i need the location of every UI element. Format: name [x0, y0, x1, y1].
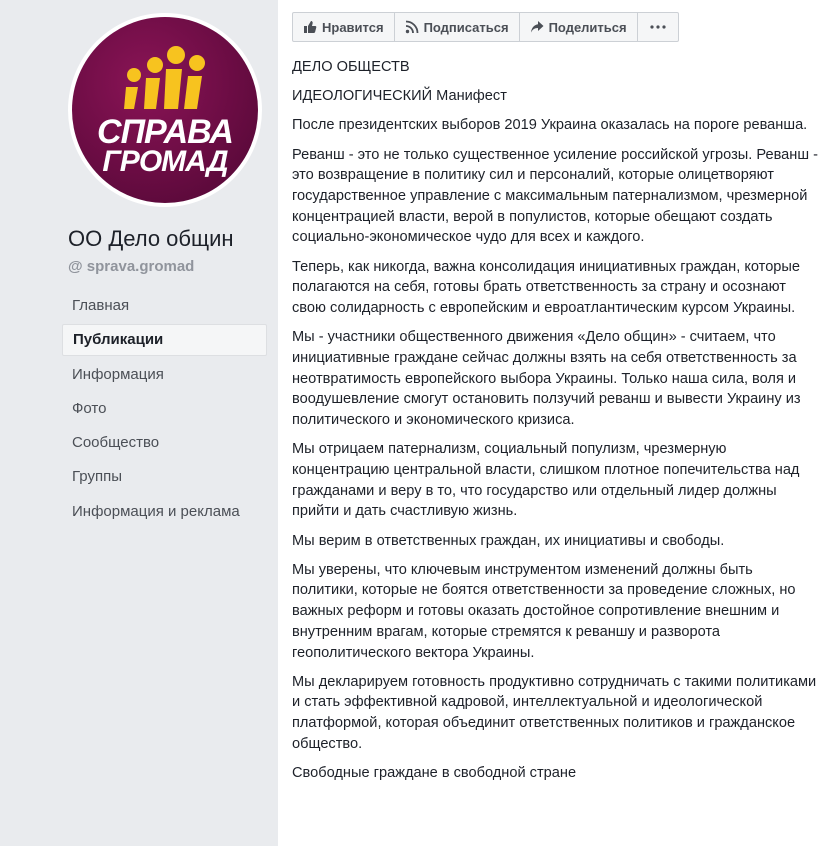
nav-item-community[interactable]: Сообщество: [72, 434, 160, 452]
post-paragraph: Мы уверены, что ключевым инструментом изменений должны быть политики, которые не боятся ответственности за проведение сложных, но важных реформ и готовы оказать достойное сопротивление внешним и внутренним врагам, которые стремятся к реваншу и разворота геополитического вектора Украины.: [292, 561, 796, 661]
page-handle[interactable]: @ sprava.gromad: [68, 258, 195, 275]
logo: [72, 17, 258, 203]
post-paragraph: Мы верим в ответственных граждан, их инициативы и свободы.: [292, 532, 725, 549]
share-button[interactable]: [520, 13, 638, 41]
post-text: [292, 57, 820, 792]
nav-item-home[interactable]: Главная: [72, 297, 130, 314]
page-action-bar: [292, 12, 679, 42]
logo-text-line1: СПРАВА: [97, 113, 233, 151]
left-sidebar: [0, 0, 278, 846]
share-label: Поделиться: [548, 19, 627, 35]
post-paragraph: Мы отрицаем патернализм, социальный популизм, чрезмерную концентрацию центральной власти, слишком плотное попечительства над гражданами и веру в то, что государство или отдельный лидер должны прийти и дать счастливую жизнь.: [292, 441, 800, 520]
post-paragraph: Мы - участники общественного движения «Дело общин» - считаем, что инициативные граждане сейчас должны взять на себя ответственность за неотвратимость европейского выбора Украины. Только наша сила, воля и воодушевление смогут остановить ползучий реванш и вывести Украину из политического и экономического кризиса.: [292, 329, 801, 429]
post-paragraph: Теперь, как никогда, важна консолидация инициативных граждан, которые полагаются на себя, готовы брать ответственность за страну и осознают свою солидарность с европейским и евроатлантическим курсом Украины.: [292, 258, 801, 317]
more-dots-icon: [649, 24, 667, 30]
like-label: Нравится: [322, 19, 384, 35]
share-arrow-icon: [530, 20, 544, 34]
more-button[interactable]: [638, 13, 678, 41]
nav-item-about[interactable]: Информация: [72, 365, 164, 383]
post-paragraph: ДЕЛО ОБЩЕСТВ: [292, 59, 410, 75]
rss-icon: [405, 20, 419, 34]
page-title[interactable]: ОО Дело общин: [68, 226, 234, 251]
post-paragraph: После президентских выборов 2019 Украина оказалась на пороге реванша.: [292, 117, 808, 134]
post-paragraph: Реванш - это не только существенное усиление российской угрозы. Реванш - это возвращение в политику сил и персоналий, которые олицетворяют государственное управление с максимальным патернализмом, чрезмерной концентрацией власти, верой в популистов, которые обещают создать социально-экономическое чудо для всех и каждого.: [292, 146, 818, 246]
like-button[interactable]: [293, 13, 395, 41]
follow-label: Подписаться: [423, 19, 509, 35]
post-paragraph: ИДЕОЛОГИЧЕСКИЙ Манифест: [292, 88, 507, 105]
profile-picture[interactable]: [68, 13, 262, 207]
nav-item-photos[interactable]: Фото: [72, 399, 107, 417]
nav-item-info-and-ads[interactable]: Информация и реклама: [72, 502, 240, 520]
nav-item-groups[interactable]: Группы: [72, 468, 122, 486]
page-nav: [62, 290, 267, 530]
post-paragraph: Мы декларируем готовность продуктивно сотрудничать с такими политиками и стать эффективной кадровой, интеллектуальной и идеологической платформой, которая объединит ответственных политиков и гражданское общество.: [292, 673, 817, 752]
post-paragraph: Свободные граждане в свободной стране: [292, 765, 577, 782]
nav-item-posts[interactable]: Публикации: [62, 324, 267, 356]
people-figures-icon: [72, 17, 258, 117]
follow-button[interactable]: [395, 13, 520, 41]
thumbs-up-icon: [303, 20, 317, 34]
main-content: [278, 0, 825, 846]
logo-text-line2: ГРОМАД: [102, 145, 228, 178]
